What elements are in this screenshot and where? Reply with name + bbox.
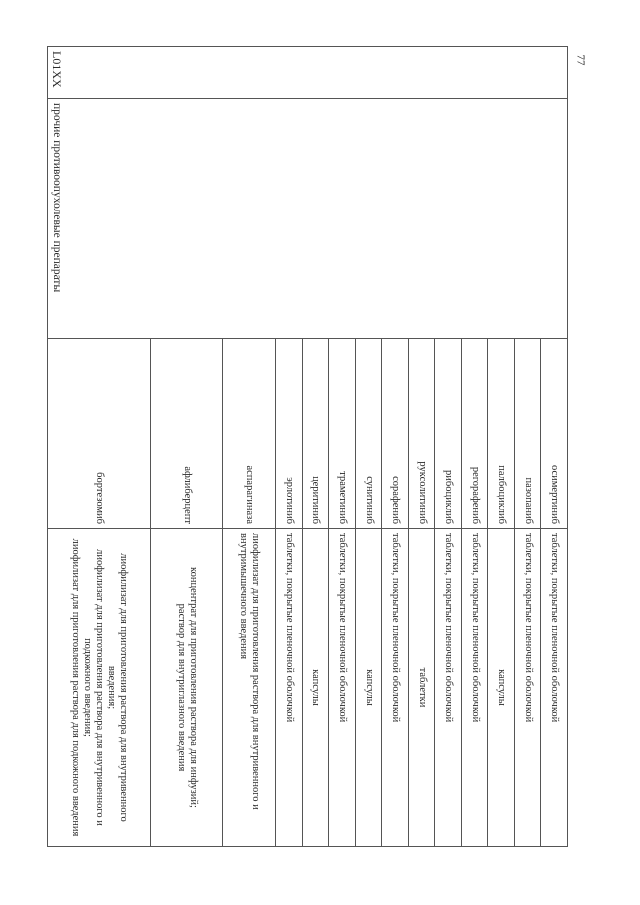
group-name-cell: [48, 99, 568, 339]
dosage-form: [461, 529, 488, 847]
dosage-form-line: таблетки, покрытые пленочной оболочкой: [469, 533, 481, 723]
drug-name: осимертиниб: [541, 339, 568, 529]
dosage-form-line: таблетки, покрытые пленочной оболочкой: [522, 533, 534, 723]
dosage-form-line: таблетки, покрытые пленочной оболочкой: [283, 533, 295, 723]
medication-table: [48, 46, 568, 846]
atc-code: L01XX: [50, 51, 65, 88]
dosage-form-line: лиофилизат для приготовления раствора для внутривенного введения;: [106, 553, 130, 822]
dosage-form: [488, 529, 515, 847]
dosage-form: [355, 529, 382, 847]
drug-name: сорафениб: [382, 339, 409, 529]
atc-code-cell: [48, 47, 568, 99]
drug-name: палбоциклиб: [488, 339, 515, 529]
dosage-form-line: лиофилизат для приготовления раствора для внутривенного и подкожного введения;: [82, 549, 106, 826]
table-row: [541, 47, 568, 847]
dosage-form-line: капсулы: [496, 669, 508, 706]
page-number: 77: [574, 54, 587, 66]
dosage-form: [151, 529, 223, 847]
dosage-form-line: таблетки, покрытые пленочной оболочкой: [549, 533, 561, 723]
dosage-form-line: концентрат для приготовления раствора для инфузий;: [187, 567, 199, 808]
drug-name: церитиниб: [302, 339, 329, 529]
dosage-form-line: таблетки, покрытые пленочной оболочкой: [390, 533, 402, 723]
drug-name: афлиберцепт: [151, 339, 223, 529]
drug-name: бортезомиб: [48, 339, 151, 529]
dosage-form-line: капсулы: [310, 669, 322, 706]
drug-name: траметиниб: [329, 339, 356, 529]
dosage-form-line: лиофилизат для приготовления раствора для внутривенного и внутримышечного введения: [238, 533, 262, 810]
dosage-form: [382, 529, 409, 847]
group-name: прочие противоопухолевые препараты: [51, 103, 64, 293]
dosage-form-line: раствор для внутриглазного введения: [175, 603, 187, 772]
dosage-form-line: таблетки, покрытые пленочной оболочкой: [443, 533, 455, 723]
drug-name: эрлотиниб: [276, 339, 303, 529]
dosage-form: [302, 529, 329, 847]
dosage-form: [223, 529, 276, 847]
drug-name: пазопаниб: [514, 339, 541, 529]
dosage-form: [48, 529, 151, 847]
dosage-form: [435, 529, 462, 847]
dosage-form: [408, 529, 435, 847]
dosage-form-line: лиофилизат для приготовления раствора для подкожного введения: [70, 538, 82, 837]
dosage-form: [276, 529, 303, 847]
dosage-form-line: таблетки: [416, 667, 428, 708]
dosage-form: [329, 529, 356, 847]
drug-name: рибоциклиб: [435, 339, 462, 529]
dosage-form-line: таблетки, покрытые пленочной оболочкой: [336, 533, 348, 723]
drug-name: сунитиниб: [355, 339, 382, 529]
drug-name: аспарагиназа: [223, 339, 276, 529]
dosage-form: [514, 529, 541, 847]
dosage-form-line: капсулы: [363, 669, 375, 706]
dosage-form: [541, 529, 568, 847]
drug-name: регорафениб: [461, 339, 488, 529]
drug-name: руксолитиниб: [408, 339, 435, 529]
